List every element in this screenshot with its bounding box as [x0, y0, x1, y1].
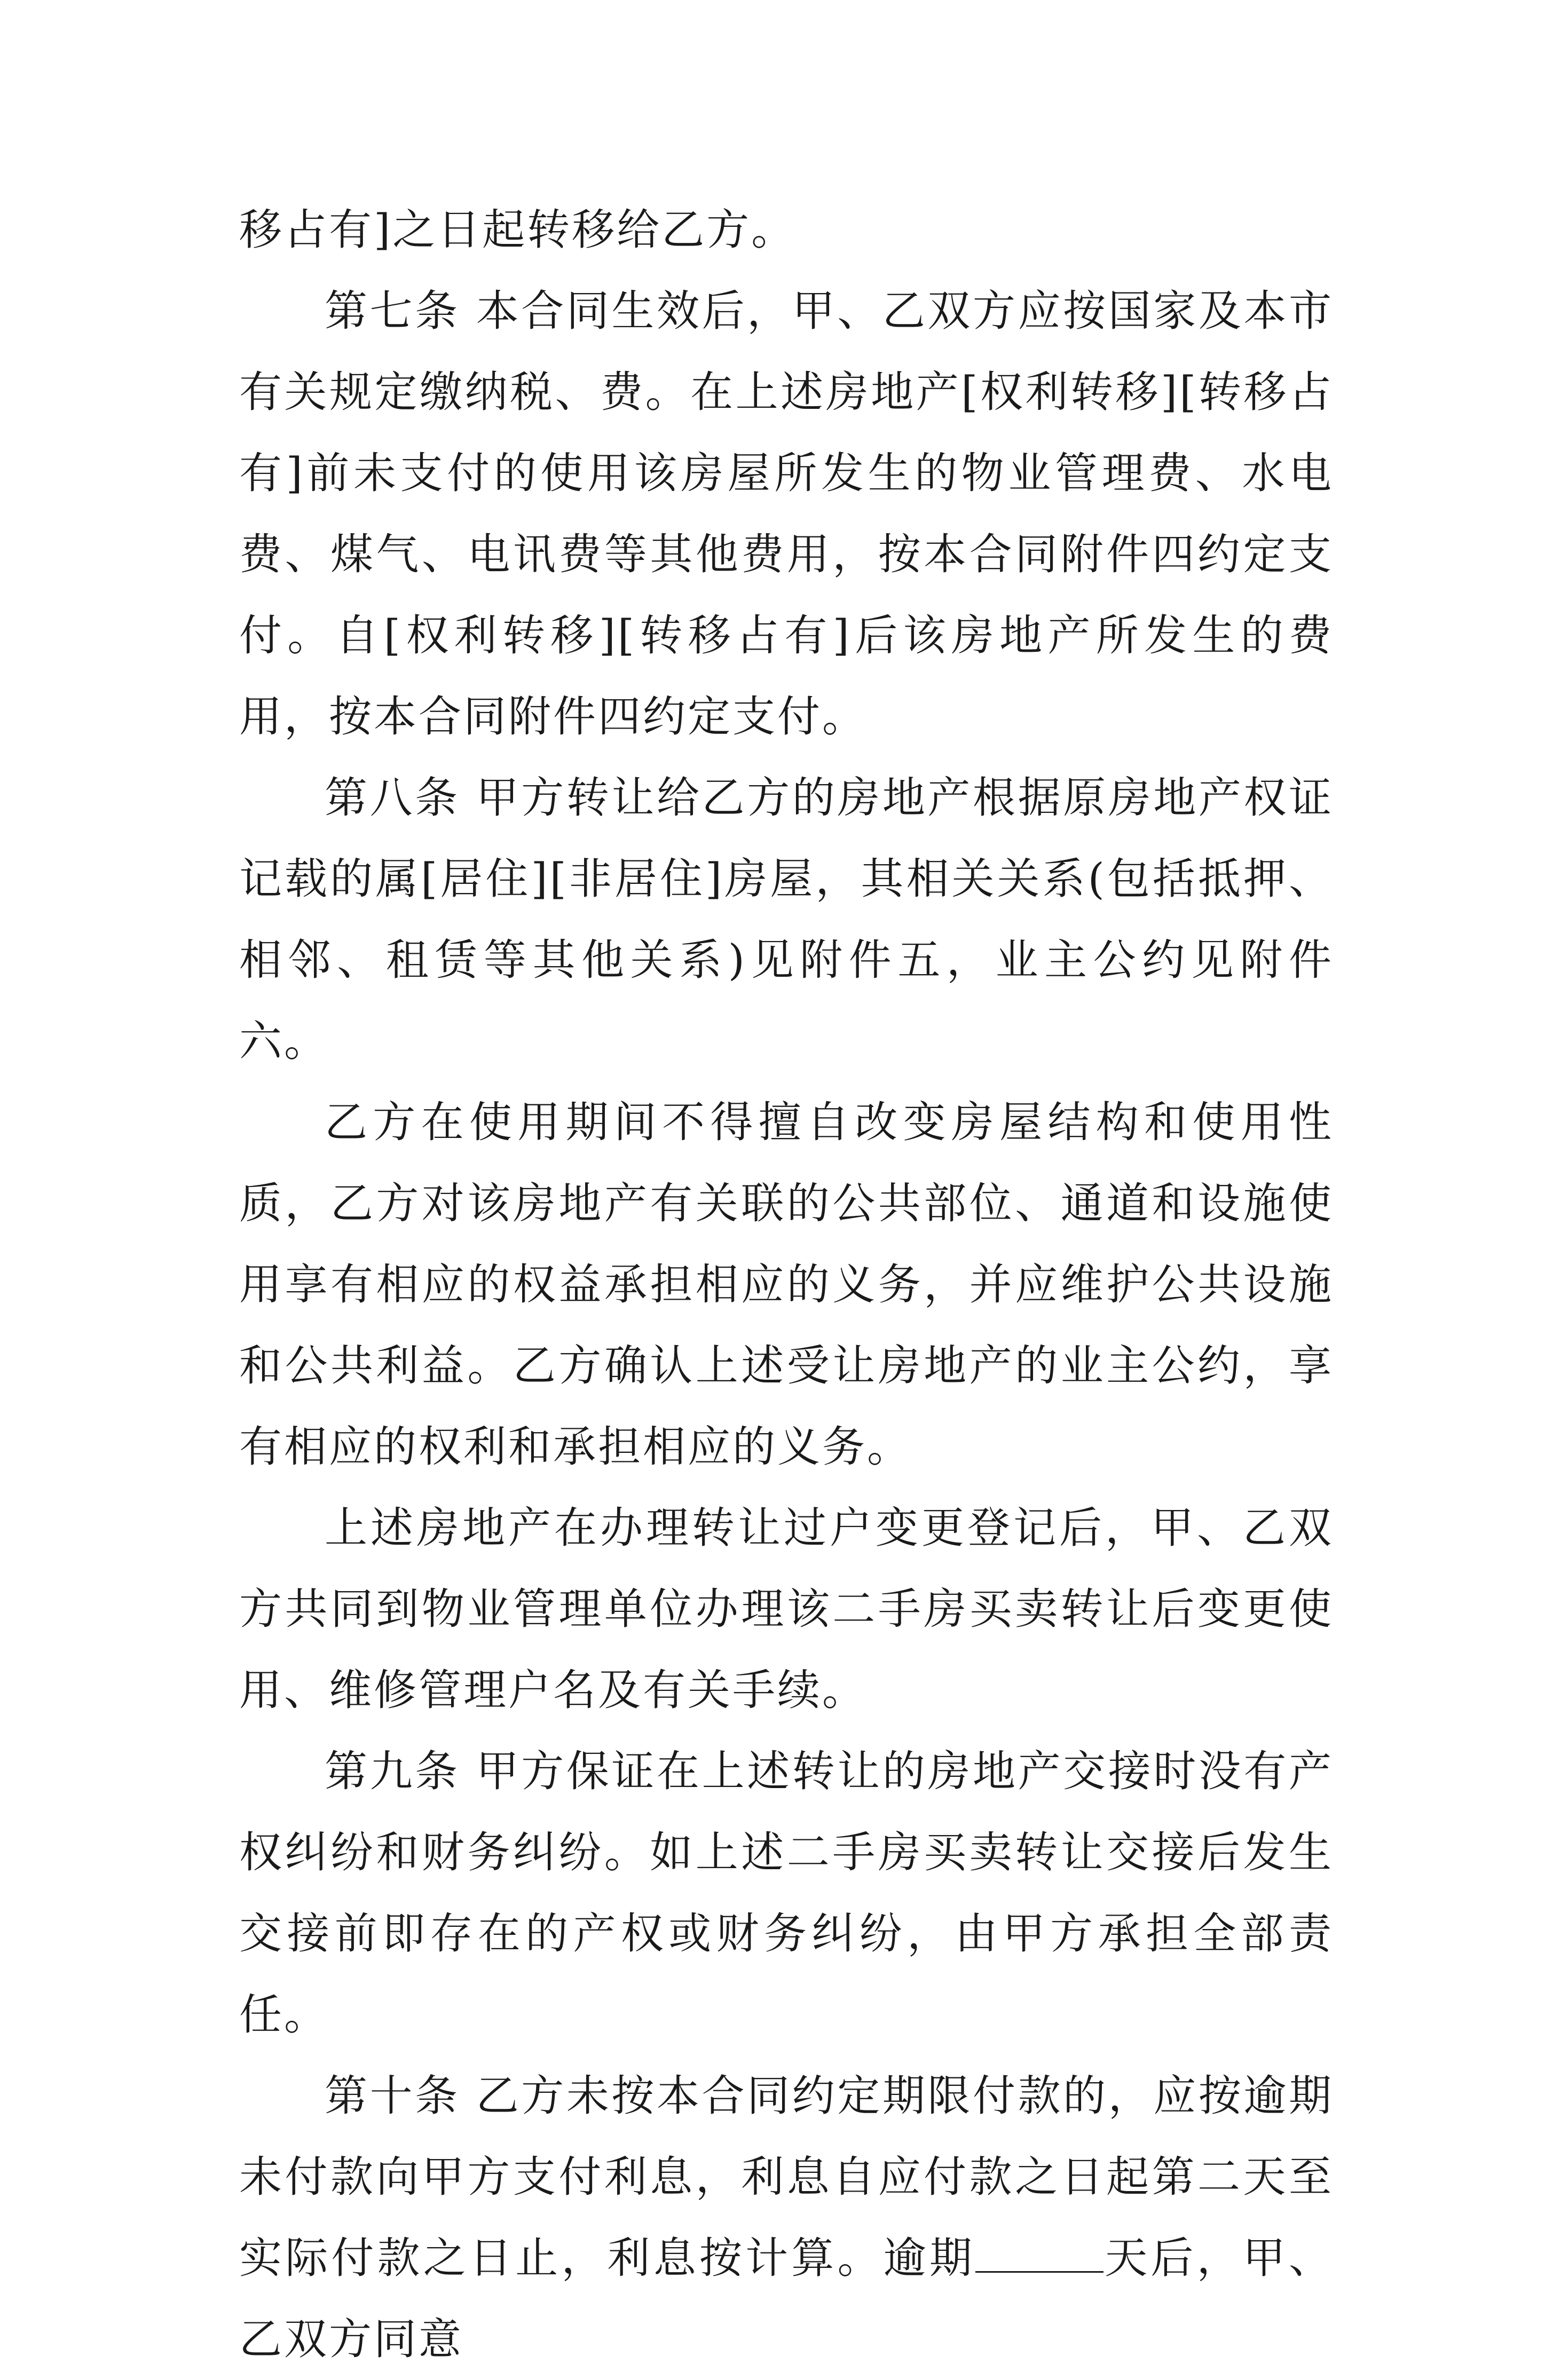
paragraph-article-8: 第八条 甲方转让给乙方的房地产根据原房地产权证记载的属[居住][非居住]房屋，其相关关系(包括抵押、相邻、租赁等其他关系)见附件五，业主公约见附件六。: [239, 773, 1334, 1066]
paragraph-usage-obligations: 乙方在使用期间不得擅自改变房屋结构和使用性质，乙方对该房地产有关联的公共部位、通道和设施使用享有相应的权益承担相应的义务，并应维护公共设施和公共利益。乙方确认上述受让房地产的业主公约，享有相应的权利和承担相应的义务。: [239, 1097, 1334, 1472]
paragraph-article-9: 第九条 甲方保证在上述转让的房地产交接时没有产权纠纷和财务纠纷。如上述二手房买卖转让交接后发生交接前即存在的产权或财务纠纷，由甲方承担全部责任。: [239, 1746, 1334, 2039]
paragraph-property-management: 上述房地产在办理转让过户变更登记后，甲、乙双方共同到物业管理单位办理该二手房买卖转让后变更使用、维修管理户名及有关手续。: [239, 1503, 1334, 1715]
fill-in-blank-days: [975, 2239, 1103, 2273]
article-10-text-after: 天后，甲、乙双方同意: [239, 2233, 1334, 2364]
article-10-text-before: 第十条 乙方未按本合同约定期限付款的，应按逾期未付款向甲方支付利息，利息自应付款之日起第二天至实际付款之日止，利息按计算。逾期: [239, 2071, 1334, 2283]
contract-body: [239, 189, 1334, 2380]
paragraph-article-7: 第七条 本合同生效后，甲、乙双方应按国家及本市有关规定缴纳税、费。在上述房地产[权利转移][转移占有]前未支付的使用该房屋所发生的物业管理费、水电费、煤气、电讯费等其他费用，按本合同附件四约定支付。自[权利转移][转移占有]后该房地产所发生的费用，按本合同附件四约定支付。: [239, 286, 1334, 741]
paragraph-article-10: [239, 2055, 1334, 2380]
paragraph-continuation: 移占有]之日起转移给乙方。: [239, 205, 797, 255]
